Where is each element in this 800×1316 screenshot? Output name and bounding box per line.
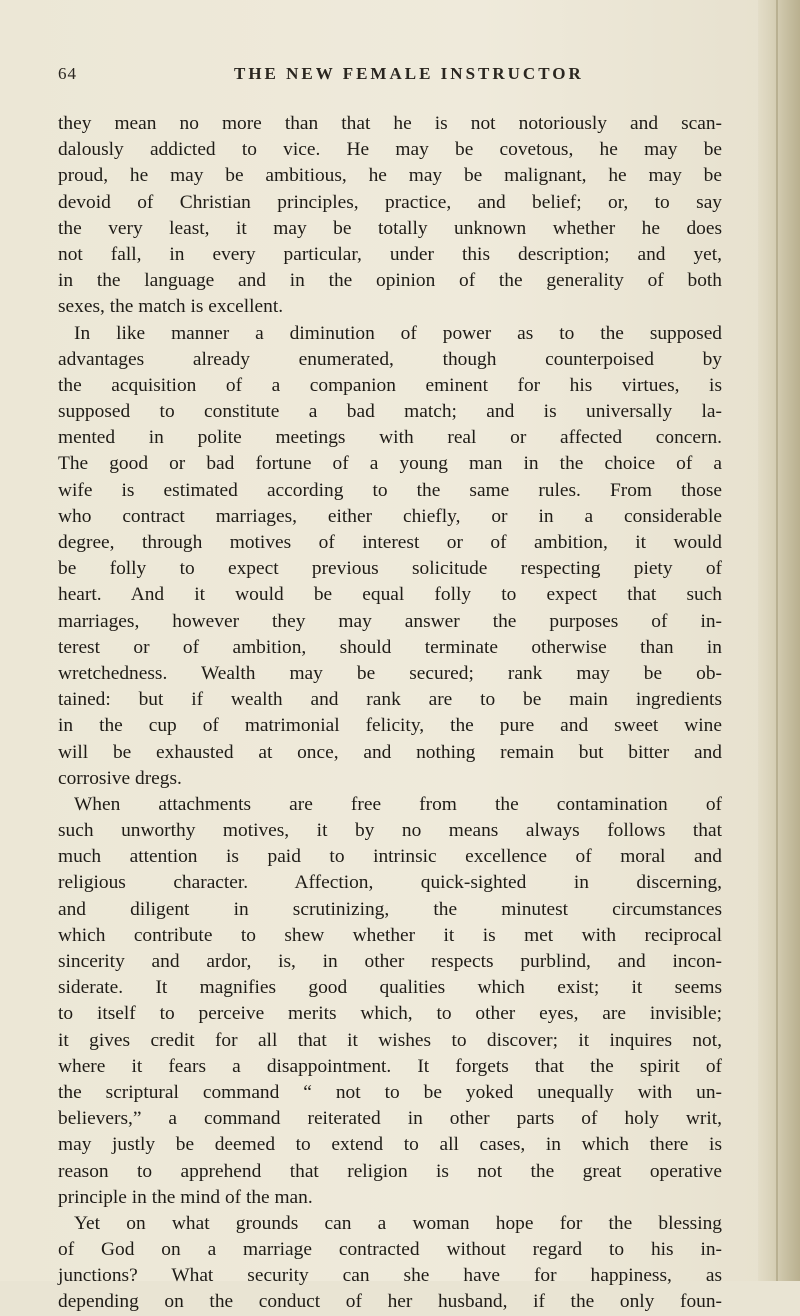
- text-line: the scriptural command “ not to be yoked unequally with un-: [58, 1081, 722, 1103]
- text-line: tained: but if wealth and rank are to be main ingredients: [58, 689, 722, 711]
- text-line: The good or bad fortune of a young man in the choice of a: [58, 453, 722, 475]
- text-line: sexes, the match is excellent.: [58, 296, 284, 318]
- text-line: they mean no more than that he is not notoriously and scan-: [58, 113, 722, 134]
- page-header: [58, 64, 718, 94]
- text-line: advantages already enumerated, though counterpoised by: [58, 348, 722, 370]
- text-line: wife is estimated according to the same rules. From those: [58, 479, 722, 501]
- text-line: which contribute to shew whether it is met with reciprocal: [58, 924, 722, 946]
- text-line: in the language and in the opinion of the generality of both: [58, 270, 722, 292]
- text-line: junctions? What security can she have for happiness, as: [58, 1265, 722, 1287]
- running-title: THE NEW FEMALE INSTRUCTOR: [234, 64, 584, 83]
- text-line: will be exhausted at once, and nothing remain but bitter and: [58, 741, 722, 763]
- text-line: supposed to constitute a bad match; and is universally la-: [58, 401, 722, 423]
- text-line: who contract marriages, either chiefly, or in a considerable: [58, 505, 722, 527]
- text-line: siderate. It magnifies good qualities which exist; it seems: [58, 977, 722, 999]
- text-line: religious character. Affection, quick-sighted in discerning,: [58, 872, 722, 894]
- text-line: devoid of Christian principles, practice, and belief; or, to say: [58, 191, 722, 213]
- text-line: mented in polite meetings with real or affected concern.: [58, 427, 722, 449]
- text-line: may justly be deemed to extend to all cases, in which there is: [58, 1134, 722, 1156]
- text-line: degree, through motives of interest or of ambition, it would: [58, 532, 722, 553]
- text-line: not fall, in every particular, under this description; and yet,: [58, 243, 722, 265]
- text-line: terest or of ambition, should terminate otherwise than in: [58, 636, 722, 658]
- page-number: 64: [58, 64, 77, 83]
- text-line: such unworthy motives, it by no means always follows that: [58, 820, 722, 842]
- text-line: In like manner a diminution of power as to the supposed: [74, 322, 722, 344]
- text-line: proud, he may be ambitious, he may be malignant, he may be: [58, 165, 722, 187]
- text-line: of God on a marriage contracted without regard to his in-: [58, 1239, 722, 1261]
- body-text: [58, 111, 722, 1316]
- text-line: wretchedness. Wealth may be secured; rank may be ob-: [58, 662, 722, 684]
- text-line: it gives credit for all that it wishes to discover; it inquires not,: [58, 1029, 722, 1051]
- text-line: marriages, however they may answer the purposes of in-: [58, 610, 722, 632]
- page-edge-shadow: [758, 0, 800, 1281]
- text-line: be folly to expect previous solicitude respecting piety of: [58, 558, 722, 580]
- text-line: believers,” a command reiterated in other parts of holy writ,: [58, 1108, 722, 1130]
- page-edge-line: [776, 0, 778, 1281]
- text-line: depending on the conduct of her husband, if the only foun-: [58, 1291, 722, 1313]
- text-line: reason to apprehend that religion is not the great operative: [58, 1160, 722, 1182]
- text-line: Yet on what grounds can a woman hope for the blessing: [74, 1212, 722, 1234]
- text-line: the very least, it may be totally unknown whether he does: [58, 217, 722, 239]
- text-line: in the cup of matrimonial felicity, the pure and sweet wine: [58, 715, 722, 737]
- text-line: When attachments are free from the contamination of: [74, 793, 722, 815]
- text-line: where it fears a disappointment. It forgets that the spirit of: [58, 1055, 722, 1077]
- text-line: to itself to perceive merits which, to other eyes, are invisible;: [58, 1003, 722, 1025]
- text-line: heart. And it would be equal folly to expect that such: [58, 584, 722, 606]
- text-line: much attention is paid to intrinsic excellence of moral and: [58, 846, 722, 868]
- text-line: sincerity and ardor, is, in other respects purblind, and incon-: [58, 951, 722, 972]
- text-line: dalously addicted to vice. He may be covetous, he may be: [58, 139, 722, 161]
- text-line: corrosive dregs.: [58, 767, 182, 789]
- text-line: the acquisition of a companion eminent for his virtues, is: [58, 374, 722, 396]
- text-line: and diligent in scrutinizing, the minutest circumstances: [58, 898, 722, 920]
- text-line: principle in the mind of the man.: [58, 1186, 313, 1208]
